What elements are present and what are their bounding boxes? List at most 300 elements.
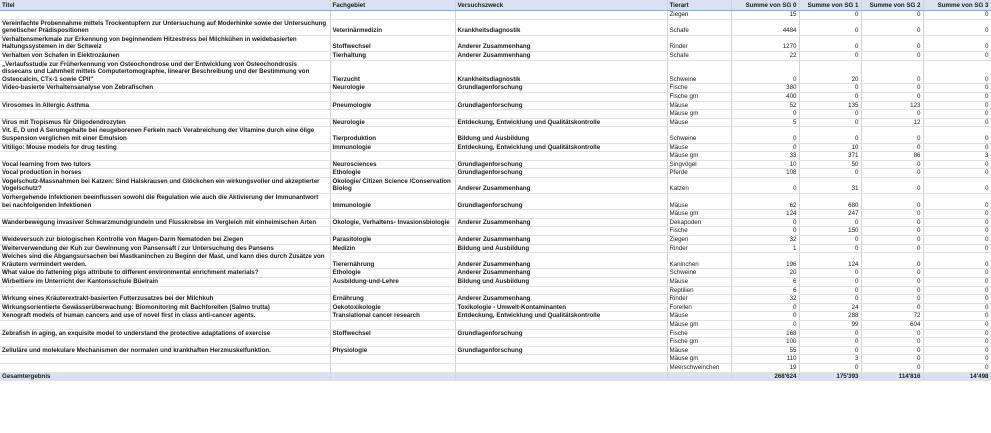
total-sg1[interactable]: 175'393 [799,372,861,381]
cell-sg2[interactable]: 0 [861,218,923,227]
cell-fachgebiet[interactable] [330,92,455,101]
cell-sg1[interactable]: 0 [799,286,861,295]
cell-sg0[interactable]: 108 [731,169,799,178]
cell-sg1[interactable]: 371 [799,152,861,161]
cell-tierart[interactable]: Pferde [667,169,731,178]
cell-versuchszweck[interactable] [455,11,667,20]
cell-sg0[interactable]: 0 [731,320,799,329]
cell-tierart[interactable]: Forellen [667,303,731,312]
cell-sg2[interactable]: 0 [861,286,923,295]
cell-fachgebiet[interactable] [330,338,455,347]
cell-sg0[interactable]: 0 [731,177,799,193]
header-sg0[interactable]: Summe von SG 0 [731,0,799,11]
total-label[interactable]: Gesamtergebnis [0,372,330,381]
cell-sg0[interactable]: 6 [731,278,799,287]
cell-titel[interactable]: Vit. E, D und A Serumgehalte bei neugeborenen Ferkeln nach Verabreichung der Vitamine durch eine ölige Suspension verglichen mit einer Emulsion [0,127,330,143]
header-sg3[interactable]: Summe von SG 3 [923,0,991,11]
cell-versuchszweck[interactable]: Bildung und Ausbildung [455,244,667,253]
cell-sg1[interactable]: 20 [799,60,861,84]
cell-tierart[interactable]: Meerschweinchen [667,363,731,372]
cell-versuchszweck[interactable]: Anderer Zusammenhang [455,51,667,60]
cell-sg2[interactable]: 0 [861,177,923,193]
cell-sg0[interactable]: 52 [731,101,799,110]
cell-sg0[interactable]: 1 [731,244,799,253]
cell-sg0[interactable]: 5 [731,118,799,127]
cell-fachgebiet[interactable] [330,227,455,236]
cell-sg1[interactable]: 3 [799,355,861,364]
cell-sg3[interactable]: 0 [923,60,991,84]
cell-tierart[interactable]: Schafe [667,51,731,60]
header-sg2[interactable]: Summe von SG 2 [861,0,923,11]
cell-sg3[interactable]: 0 [923,84,991,93]
cell-versuchszweck[interactable]: Grundlagenforschung [455,169,667,178]
cell-sg3[interactable]: 0 [923,177,991,193]
cell-titel[interactable]: Weiterverwendung der Kuh zur Gewinnung von Pansensaft / zur Untersuchung des Pansens [0,244,330,253]
cell-tierart[interactable]: Fische [667,329,731,338]
cell-sg0[interactable]: 55 [731,346,799,355]
cell-fachgebiet[interactable] [330,286,455,295]
cell-versuchszweck[interactable]: Anderer Zusammenhang [455,35,667,51]
header-versuchszweck[interactable]: Versuchszweck [455,0,667,11]
cell-sg0[interactable]: 100 [731,338,799,347]
total-empty-cell[interactable] [455,372,667,381]
cell-versuchszweck[interactable]: Grundlagenforschung [455,346,667,355]
cell-tierart[interactable]: Mäuse [667,346,731,355]
cell-sg2[interactable]: 0 [861,51,923,60]
cell-fachgebiet[interactable]: Medizin [330,244,455,253]
cell-tierart[interactable]: Rinder [667,295,731,304]
cell-tierart[interactable]: Mäuse gm [667,320,731,329]
cell-fachgebiet[interactable]: Ethologie [330,269,455,278]
cell-sg1[interactable]: 0 [799,346,861,355]
cell-sg2[interactable]: 0 [861,110,923,119]
cell-sg3[interactable]: 0 [923,160,991,169]
cell-sg0[interactable]: 33 [731,152,799,161]
cell-sg2[interactable]: 0 [861,295,923,304]
cell-tierart[interactable]: Katzen [667,177,731,193]
cell-sg1[interactable]: 0 [799,127,861,143]
cell-sg1[interactable]: 50 [799,160,861,169]
cell-sg2[interactable]: 0 [861,253,923,269]
cell-sg2[interactable]: 0 [861,346,923,355]
cell-sg1[interactable]: 0 [799,35,861,51]
cell-versuchszweck[interactable] [455,152,667,161]
cell-titel[interactable]: What value do fattening pigs attribute to different environmental enrichment materials? [0,269,330,278]
cell-sg3[interactable]: 0 [923,227,991,236]
cell-versuchszweck[interactable]: Grundlagenforschung [455,194,667,210]
cell-titel[interactable] [0,152,330,161]
cell-versuchszweck[interactable]: Grundlagenforschung [455,101,667,110]
cell-sg3[interactable]: 0 [923,210,991,219]
cell-fachgebiet[interactable]: Tierproduktion [330,127,455,143]
cell-sg1[interactable]: 10 [799,143,861,152]
cell-titel[interactable] [0,286,330,295]
cell-sg0[interactable]: 15 [731,11,799,20]
cell-sg1[interactable]: 0 [799,110,861,119]
cell-sg2[interactable]: 0 [861,236,923,245]
cell-sg1[interactable]: 247 [799,210,861,219]
cell-fachgebiet[interactable]: Immunologie [330,143,455,152]
cell-versuchszweck[interactable]: Grundlagenforschung [455,329,667,338]
cell-sg2[interactable]: 0 [861,210,923,219]
cell-sg2[interactable]: 604 [861,320,923,329]
cell-versuchszweck[interactable]: Entdeckung, Entwicklung und Qualitätskontrolle [455,118,667,127]
cell-titel[interactable]: Virosomes in Allergic Asthma [0,101,330,110]
cell-sg1[interactable]: 150 [799,227,861,236]
cell-sg3[interactable]: 0 [923,244,991,253]
cell-tierart[interactable]: Mäuse gm [667,152,731,161]
cell-sg2[interactable]: 0 [861,269,923,278]
cell-versuchszweck[interactable] [455,227,667,236]
cell-sg3[interactable]: 0 [923,346,991,355]
cell-tierart[interactable]: Mäuse gm [667,355,731,364]
cell-sg3[interactable]: 0 [923,101,991,110]
cell-sg1[interactable]: 0 [799,118,861,127]
cell-sg2[interactable]: 0 [861,160,923,169]
cell-sg3[interactable]: 0 [923,118,991,127]
total-sg3[interactable]: 14'498 [923,372,991,381]
cell-fachgebiet[interactable]: Physiologie [330,346,455,355]
cell-sg0[interactable]: 0 [731,227,799,236]
cell-fachgebiet[interactable]: Oekotoxikologie [330,303,455,312]
cell-sg2[interactable]: 0 [861,143,923,152]
cell-versuchszweck[interactable]: Bildung und Ausbildung [455,278,667,287]
cell-fachgebiet[interactable] [330,110,455,119]
cell-sg0[interactable]: 0 [731,60,799,84]
cell-sg1[interactable]: 0 [799,169,861,178]
cell-sg3[interactable]: 0 [923,35,991,51]
cell-sg0[interactable]: 168 [731,329,799,338]
cell-fachgebiet[interactable]: Tierernährung [330,253,455,269]
cell-sg3[interactable]: 0 [923,253,991,269]
header-fachgebiet[interactable]: Fachgebiet [330,0,455,11]
cell-sg0[interactable]: 400 [731,92,799,101]
cell-fachgebiet[interactable]: Ethologie [330,169,455,178]
cell-fachgebiet[interactable]: Veterinärmedizin [330,19,455,35]
cell-tierart[interactable]: Schweine [667,127,731,143]
cell-sg3[interactable]: 0 [923,269,991,278]
cell-sg1[interactable]: 0 [799,278,861,287]
cell-sg0[interactable]: 19 [731,363,799,372]
cell-versuchszweck[interactable] [455,338,667,347]
cell-versuchszweck[interactable]: Grundlagenforschung [455,84,667,93]
cell-versuchszweck[interactable]: Krankheitsdiagnostik [455,60,667,84]
cell-sg2[interactable]: 0 [861,329,923,338]
cell-sg0[interactable]: 0 [731,218,799,227]
cell-titel[interactable]: Vorhergehende Infektionen beeinflussen sowohl die Regulation wie auch die Aktivierung der Immunantwort bei nachfolgenden Infektionen [0,194,330,210]
cell-sg2[interactable]: 0 [861,35,923,51]
cell-sg1[interactable]: 0 [799,11,861,20]
cell-fachgebiet[interactable] [330,210,455,219]
cell-sg1[interactable]: 24 [799,303,861,312]
cell-tierart[interactable]: Mäuse [667,101,731,110]
cell-versuchszweck[interactable]: Anderer Zusammenhang [455,177,667,193]
cell-titel[interactable]: Wanderbewegung invasiver Schwarzmundgrundeln und Flusskrebse im Vergleich mit einheimischen Arten [0,218,330,227]
cell-titel[interactable]: Weideversuch zur biologischen Kontrolle von Magen-Darm Nematoden bei Ziegen [0,236,330,245]
cell-sg2[interactable]: 0 [861,92,923,101]
cell-sg2[interactable]: 0 [861,194,923,210]
cell-versuchszweck[interactable]: Toxikologie - Umwelt-Kontaminanten [455,303,667,312]
cell-sg0[interactable]: 10 [731,160,799,169]
cell-sg1[interactable]: 0 [799,363,861,372]
cell-sg1[interactable]: 0 [799,236,861,245]
cell-sg2[interactable]: 123 [861,101,923,110]
cell-titel[interactable]: Xenograft models of human cancers and use of novel first in class anti-cancer agents. [0,312,330,321]
cell-sg2[interactable]: 0 [861,19,923,35]
cell-titel[interactable]: Welches sind die Abgangsursachen bei Mastkaninchen zu Beginn der Mast, und kann dies durch Zusätze von Kräutern vermindert werden. [0,253,330,269]
cell-versuchszweck[interactable] [455,355,667,364]
cell-sg3[interactable]: 0 [923,127,991,143]
cell-sg0[interactable]: 32 [731,236,799,245]
cell-fachgebiet[interactable]: Neurologie [330,84,455,93]
cell-versuchszweck[interactable]: Grundlagenforschung [455,160,667,169]
cell-fachgebiet[interactable]: Translational cancer research [330,312,455,321]
cell-tierart[interactable]: Schweine [667,269,731,278]
cell-sg0[interactable]: 6 [731,286,799,295]
cell-sg3[interactable]: 0 [923,355,991,364]
cell-tierart[interactable]: Ziegen [667,11,731,20]
cell-sg3[interactable]: 0 [923,51,991,60]
header-tierart[interactable]: Tierart [667,0,731,11]
cell-sg3[interactable]: 0 [923,338,991,347]
cell-titel[interactable] [0,92,330,101]
cell-titel[interactable]: Verhalten von Schafen in Elektrozäunen [0,51,330,60]
cell-titel[interactable]: Vocal production in horses [0,169,330,178]
table-row [0,160,991,169]
cell-tierart[interactable]: Mäuse [667,312,731,321]
cell-sg3[interactable]: 0 [923,286,991,295]
cell-fachgebiet[interactable]: Immunologie [330,194,455,210]
cell-fachgebiet[interactable] [330,363,455,372]
cell-sg3[interactable]: 0 [923,236,991,245]
cell-sg3[interactable]: 3 [923,152,991,161]
cell-versuchszweck[interactable] [455,286,667,295]
cell-sg0[interactable]: 0 [731,312,799,321]
cell-tierart[interactable]: Kaninchen [667,253,731,269]
cell-sg3[interactable]: 0 [923,295,991,304]
header-row [0,0,991,11]
cell-tierart[interactable]: Rinder [667,35,731,51]
cell-fachgebiet[interactable]: Tierhaltung [330,51,455,60]
total-sg0[interactable]: 268'624 [731,372,799,381]
cell-sg3[interactable]: 0 [923,218,991,227]
cell-fachgebiet[interactable]: Stoffwechsel [330,35,455,51]
cell-sg0[interactable]: 1270 [731,35,799,51]
cell-versuchszweck[interactable] [455,320,667,329]
cell-titel[interactable] [0,338,330,347]
cell-sg3[interactable]: 0 [923,312,991,321]
cell-sg0[interactable]: 110 [731,355,799,364]
cell-sg3[interactable]: 0 [923,278,991,287]
cell-sg1[interactable]: 0 [799,51,861,60]
cell-sg2[interactable]: 0 [861,244,923,253]
cell-sg3[interactable]: 0 [923,110,991,119]
cell-tierart[interactable]: Mäuse [667,118,731,127]
cell-tierart[interactable]: Dekapoden [667,218,731,227]
cell-sg3[interactable]: 0 [923,303,991,312]
cell-sg1[interactable]: 135 [799,101,861,110]
cell-fachgebiet[interactable]: Neurologie [330,118,455,127]
cell-versuchszweck[interactable]: Anderer Zusammenhang [455,236,667,245]
cell-versuchszweck[interactable] [455,110,667,119]
cell-fachgebiet[interactable]: Ökologie, Verhaltens- Invasionsbiologie [330,218,455,227]
cell-fachgebiet[interactable] [330,355,455,364]
cell-tierart[interactable]: Schafe [667,19,731,35]
cell-fachgebiet[interactable] [330,11,455,20]
cell-titel[interactable]: „Verlaufsstudie zur Früherkennung von Osteochondrose und der Entwicklung von Osteochondrosis dissecans und Lahmheit mittels Computertomographie, linearer Beschreibung und der Bestimmung von Osteocalcin, CTx-1 sowie CPII" [0,60,330,84]
cell-titel[interactable]: Vitiligo: Mouse models for drug testing [0,143,330,152]
cell-sg2[interactable]: 0 [861,60,923,84]
header-sg1[interactable]: Summe von SG 1 [799,0,861,11]
cell-fachgebiet[interactable]: Parasitologie [330,236,455,245]
cell-sg1[interactable]: 99 [799,320,861,329]
cell-tierart[interactable]: Mäuse gm [667,110,731,119]
cell-sg3[interactable]: 0 [923,329,991,338]
cell-titel[interactable]: Wirbeltiere im Unterricht der Kantonsschule Büelrain [0,278,330,287]
cell-sg2[interactable]: 0 [861,169,923,178]
cell-sg1[interactable]: 0 [799,19,861,35]
cell-sg1[interactable]: 0 [799,92,861,101]
cell-sg3[interactable]: 0 [923,92,991,101]
cell-titel[interactable]: Vogelschutz-Massnahmen bei Katzen: Sind Halskrausen und Glöckchen ein wirkungsvoller und akzeptierter Vogelschutz? [0,177,330,193]
cell-titel[interactable] [0,227,330,236]
cell-tierart[interactable]: Ziegen [667,236,731,245]
cell-titel[interactable] [0,210,330,219]
cell-versuchszweck[interactable]: Bildung und Ausbildung [455,127,667,143]
cell-sg2[interactable]: 86 [861,152,923,161]
header-titel[interactable]: Titel [0,0,330,11]
cell-fachgebiet[interactable]: Ökologie/ Citizen Science /Conservation Biolog [330,177,455,193]
cell-tierart[interactable]: Fische [667,227,731,236]
cell-tierart[interactable]: Mäuse gm [667,210,731,219]
cell-tierart[interactable]: Fische gm [667,92,731,101]
cell-versuchszweck[interactable]: Krankheitsdiagnostik [455,19,667,35]
cell-titel[interactable]: Zelluläre und molekulare Mechanismen der normalen und krankhaften Herzmuskelfunktion. [0,346,330,355]
total-empty-cell[interactable] [330,372,455,381]
cell-titel[interactable]: Zebrafish in aging, an exquisite model to understand the protective adaptations of exercise [0,329,330,338]
cell-sg3[interactable]: 0 [923,169,991,178]
cell-tierart[interactable]: Fische [667,84,731,93]
cell-fachgebiet[interactable] [330,152,455,161]
cell-sg2[interactable]: 0 [861,11,923,20]
cell-sg0[interactable]: 196 [731,253,799,269]
cell-sg0[interactable]: 380 [731,84,799,93]
cell-sg2[interactable]: 12 [861,118,923,127]
cell-sg1[interactable]: 0 [799,338,861,347]
cell-sg3[interactable]: 0 [923,19,991,35]
cell-sg0[interactable]: 4484 [731,19,799,35]
total-empty-cell[interactable] [667,372,731,381]
cell-sg1[interactable]: 0 [799,269,861,278]
cell-sg1[interactable]: 31 [799,177,861,193]
cell-sg1[interactable]: 0 [799,218,861,227]
cell-sg0[interactable]: 0 [731,303,799,312]
cell-sg0[interactable]: 22 [731,51,799,60]
cell-titel[interactable] [0,355,330,364]
cell-fachgebiet[interactable]: Tierzucht [330,60,455,84]
cell-titel[interactable]: Virus mit Tropismus für Oligodendrozyten [0,118,330,127]
cell-fachgebiet[interactable]: Ernährung [330,295,455,304]
cell-sg3[interactable]: 0 [923,194,991,210]
cell-sg1[interactable]: 288 [799,312,861,321]
cell-sg0[interactable]: 0 [731,143,799,152]
cell-sg2[interactable]: 0 [861,355,923,364]
cell-tierart[interactable]: Schweine [667,60,731,84]
cell-titel[interactable] [0,320,330,329]
cell-sg1[interactable]: 0 [799,84,861,93]
cell-sg3[interactable]: 0 [923,363,991,372]
cell-fachgebiet[interactable] [330,320,455,329]
cell-sg1[interactable]: 0 [799,329,861,338]
cell-titel[interactable]: Wirkungsorientierte Gewässerüberwachung: Biomonitoring mit Bachforellen (Salmo trutta) [0,303,330,312]
cell-sg3[interactable]: 0 [923,11,991,20]
cell-sg2[interactable]: 72 [861,312,923,321]
cell-titel[interactable]: Verhaltensmerkmale zur Erkennung von beginnendem Hitzestress bei Milchkühen in weidebasierten Haltungssystemen in der Schweiz [0,35,330,51]
cell-fachgebiet[interactable]: Pneumologie [330,101,455,110]
cell-sg2[interactable]: 0 [861,303,923,312]
cell-fachgebiet[interactable]: Neurosciences [330,160,455,169]
cell-titel[interactable] [0,11,330,20]
cell-tierart[interactable]: Mäuse [667,194,731,210]
cell-tierart[interactable]: Mäuse [667,143,731,152]
cell-titel[interactable]: Vocal learning from two tutors [0,160,330,169]
cell-sg3[interactable]: 0 [923,320,991,329]
cell-versuchszweck[interactable]: Entdeckung, Entwicklung und Qualitätskontrolle [455,312,667,321]
cell-titel[interactable] [0,110,330,119]
cell-sg2[interactable]: 0 [861,278,923,287]
cell-sg2[interactable]: 0 [861,363,923,372]
cell-versuchszweck[interactable]: Anderer Zusammenhang [455,253,667,269]
cell-sg2[interactable]: 0 [861,127,923,143]
cell-sg2[interactable]: 0 [861,227,923,236]
cell-tierart[interactable]: Fische gm [667,338,731,347]
cell-sg1[interactable]: 0 [799,244,861,253]
cell-sg3[interactable]: 0 [923,143,991,152]
cell-tierart[interactable]: Singvögel [667,160,731,169]
cell-tierart[interactable]: Reptilien [667,286,731,295]
cell-sg1[interactable]: 680 [799,194,861,210]
cell-sg1[interactable]: 124 [799,253,861,269]
table-row [0,35,991,51]
cell-sg0[interactable]: 124 [731,210,799,219]
cell-sg1[interactable]: 0 [799,295,861,304]
cell-sg0[interactable]: 0 [731,127,799,143]
cell-versuchszweck[interactable]: Anderer Zusammenhang [455,269,667,278]
cell-sg0[interactable]: 0 [731,110,799,119]
cell-versuchszweck[interactable]: Anderer Zusammenhang [455,218,667,227]
cell-versuchszweck[interactable] [455,92,667,101]
cell-versuchszweck[interactable] [455,363,667,372]
cell-titel[interactable]: Video-basierte Verhaltensanalyse von Zebrafischen [0,84,330,93]
total-sg2[interactable]: 114'816 [861,372,923,381]
cell-titel[interactable]: Vereinfachte Probennahme mittels Trockentupfern zur Untersuchung auf Moderhinke sowie der Untersuchung genetischer Prädispositionen [0,19,330,35]
cell-versuchszweck[interactable] [455,210,667,219]
cell-tierart[interactable]: Mäuse [667,278,731,287]
cell-sg2[interactable]: 0 [861,338,923,347]
cell-titel[interactable]: Wirkung eines Kräuterextrakt-basierten Futterzusatzes bei der Milchkuh [0,295,330,304]
cell-fachgebiet[interactable]: Ausbildung-und-Lehre [330,278,455,287]
cell-titel[interactable] [0,363,330,372]
cell-sg2[interactable]: 0 [861,84,923,93]
cell-versuchszweck[interactable]: Entdeckung, Entwicklung und Qualitätskontrolle [455,143,667,152]
cell-sg0[interactable]: 62 [731,194,799,210]
cell-sg0[interactable]: 20 [731,269,799,278]
cell-tierart[interactable]: Rinder [667,244,731,253]
cell-fachgebiet[interactable]: Stoffwechsel [330,329,455,338]
table-row [0,177,991,193]
cell-versuchszweck[interactable]: Anderer Zusammenhang [455,295,667,304]
cell-sg0[interactable]: 32 [731,295,799,304]
